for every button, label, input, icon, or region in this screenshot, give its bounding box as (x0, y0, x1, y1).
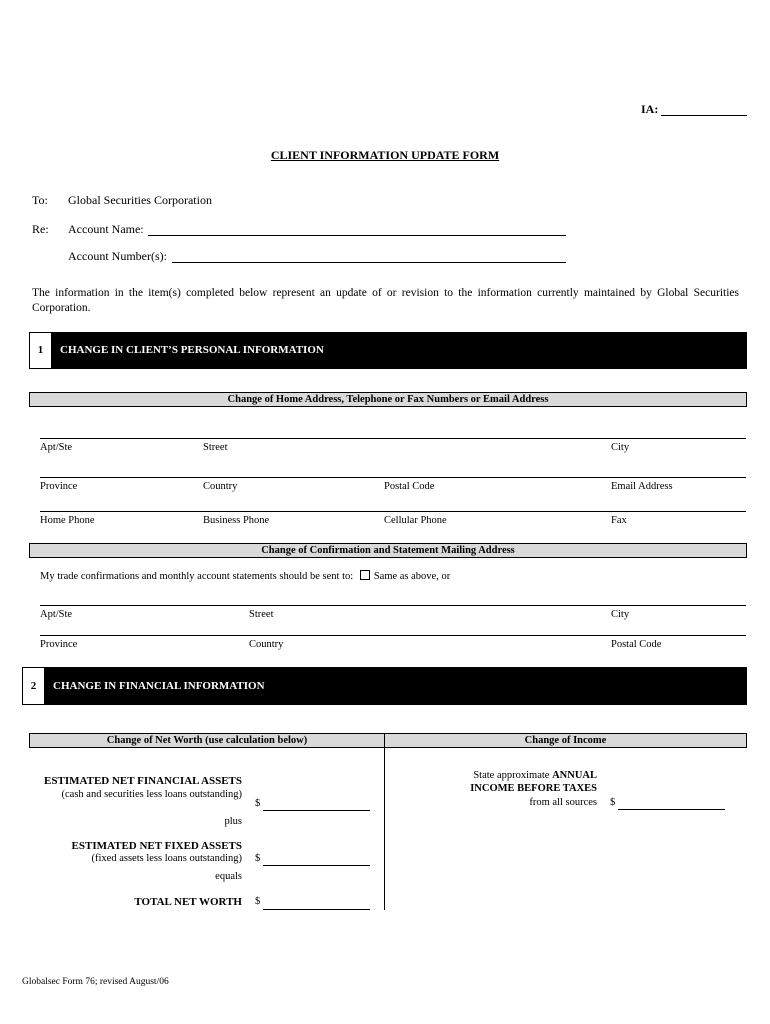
form-title: CLIENT INFORMATION UPDATE FORM (270, 148, 500, 162)
financial-currency: $ (255, 798, 261, 809)
income-line-1 (473, 770, 597, 781)
city-label: City (611, 442, 630, 453)
account-name-field[interactable] (148, 221, 566, 236)
income-line-2: INCOME BEFORE TAXES (470, 783, 597, 794)
province-label: Province (40, 481, 78, 492)
section1-title: CHANGE IN CLIENT’S PERSONAL INFORMATION (60, 344, 324, 356)
street-label: Street (203, 442, 228, 453)
mailing-line-1[interactable] (40, 605, 746, 606)
re-label: Re: (32, 222, 49, 236)
financial-assets-note: (cash and securities less loans outstanding) (61, 789, 242, 800)
fixed-assets-note: (fixed assets less loans outstanding) (91, 853, 242, 864)
plus-label: plus (224, 816, 242, 827)
form-footer: Globalsec Form 76; revised August/06 (22, 977, 169, 987)
total-net-worth-field[interactable] (263, 895, 370, 910)
section2-header (22, 667, 747, 705)
home-address-subheader: Change of Home Address, Telephone or Fax Numbers or Email Address (29, 392, 747, 407)
column-divider (384, 747, 385, 910)
mail-province-label: Province (40, 639, 78, 650)
fixed-assets-field[interactable] (263, 851, 370, 866)
section1-number: 1 (29, 332, 52, 369)
fax-label: Fax (611, 515, 627, 526)
account-name-label: Account Name: (68, 222, 144, 236)
mailing-line-2[interactable] (40, 635, 746, 636)
mailing-prompt (40, 570, 450, 582)
mailing-prompt-text: My trade confirmations and monthly account statements should be sent to: (40, 571, 354, 582)
annual-income-field[interactable] (618, 795, 725, 810)
section1-header (29, 332, 747, 369)
net-worth-subheader: Change of Net Worth (use calculation below) (29, 733, 385, 748)
financial-assets-field[interactable] (263, 796, 370, 811)
income-line-1-bold: ANNUAL (552, 770, 597, 781)
intro-paragraph: The information in the item(s) completed below represent an update of or revision to the information currently maintained by Global Securities Corporation. (32, 287, 739, 314)
cellular-phone-label: Cellular Phone (384, 515, 447, 526)
account-number-field[interactable] (172, 248, 566, 263)
total-currency: $ (255, 896, 261, 907)
ia-label-text: IA: (641, 102, 659, 116)
total-net-worth-label: TOTAL NET WORTH (134, 896, 242, 908)
mail-postal-code-label: Postal Code (611, 639, 662, 650)
ia-label (641, 102, 658, 117)
equals-label: equals (215, 871, 242, 882)
same-as-above-checkbox[interactable] (360, 570, 370, 580)
country-label: Country (203, 481, 238, 492)
address-line-1[interactable] (40, 438, 746, 439)
income-line-3: from all sources (529, 797, 597, 808)
address-line-2[interactable] (40, 477, 746, 478)
to-value: Global Securities Corporation (68, 193, 212, 207)
section2-title: CHANGE IN FINANCIAL INFORMATION (53, 680, 265, 692)
income-currency: $ (610, 797, 616, 808)
ia-field[interactable] (661, 101, 747, 116)
phone-line[interactable] (40, 511, 746, 512)
mailing-address-subheader: Change of Confirmation and Statement Mailing Address (29, 543, 747, 558)
account-number-label: Account Number(s): (68, 249, 167, 263)
section2-number: 2 (22, 667, 45, 705)
mail-street-label: Street (249, 609, 274, 620)
mail-city-label: City (611, 609, 630, 620)
fixed-assets-label: ESTIMATED NET FIXED ASSETS (71, 840, 242, 852)
financial-assets-label: ESTIMATED NET FINANCIAL ASSETS (44, 775, 242, 787)
income-subheader: Change of Income (384, 733, 747, 748)
mail-apt-label: Apt/Ste (40, 609, 73, 620)
email-label: Email Address (611, 481, 673, 492)
same-as-above-label: Same as above, or (373, 571, 451, 582)
mail-country-label: Country (249, 639, 284, 650)
to-label: To: (32, 193, 48, 207)
fixed-currency: $ (255, 853, 261, 864)
income-line-1-prefix: State approximate (473, 770, 553, 781)
postal-code-label: Postal Code (384, 481, 435, 492)
apt-label: Apt/Ste (40, 442, 73, 453)
home-phone-label: Home Phone (40, 515, 95, 526)
business-phone-label: Business Phone (203, 515, 270, 526)
